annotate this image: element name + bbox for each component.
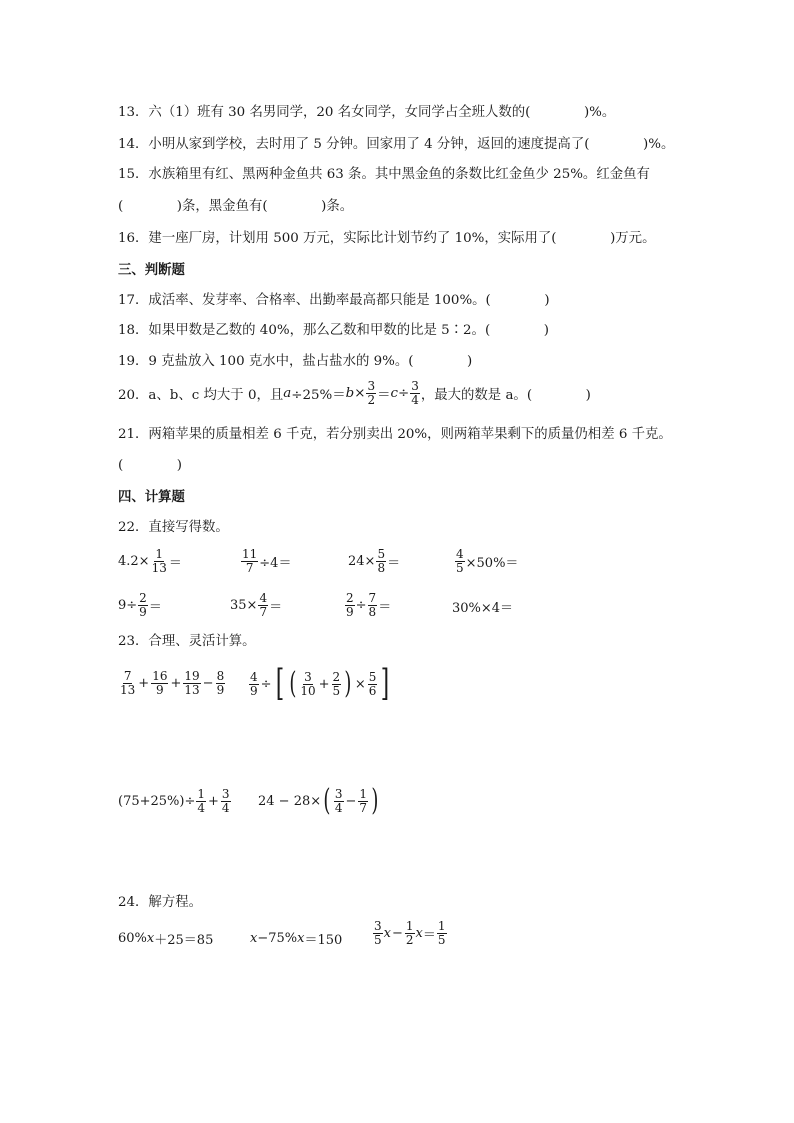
question-19: 19．9 克盐放入 100 克水中，盐占盐水的 9%。( ) (118, 354, 473, 369)
q22-expression-6 (230, 592, 282, 619)
left-paren: ( (288, 666, 296, 701)
denominator: 9 (139, 605, 147, 619)
denominator: 2 (367, 393, 376, 407)
denominator: 5 (374, 933, 382, 947)
expr-suffix: ＋25＝85 (154, 933, 214, 948)
q23-expression-3 (118, 788, 232, 815)
denominator: 4 (334, 800, 343, 815)
fraction (332, 671, 342, 698)
question-22: 22．直接写得数。 (118, 520, 229, 535)
operator: − (391, 926, 403, 941)
numerator: 3 (221, 787, 230, 801)
expr-suffix: ＝ (148, 600, 162, 615)
denominator: 13 (151, 561, 167, 575)
denominator: 13 (184, 683, 200, 697)
section-heading-calculation: 四、计算题 (118, 490, 185, 505)
q22-expression-2 (240, 548, 291, 575)
question-15-line-1: 15．水族箱里有红、黑两种金鱼共 63 条。其中黑金鱼的条数比红金鱼少 25%。红金鱼有 (118, 167, 650, 182)
denominator: 5 (456, 561, 464, 575)
operator: × (354, 676, 366, 692)
fraction (437, 920, 447, 947)
denominator: 9 (346, 605, 354, 619)
equals: ＝ (422, 928, 436, 943)
right-bracket: ] (381, 663, 390, 704)
numerator: 16 (152, 669, 168, 683)
q22-expression-7 (344, 592, 391, 619)
q22-expression-3 (348, 548, 400, 575)
expr-prefix: 4.2× (118, 554, 150, 569)
expr-prefix: 9÷ (118, 598, 138, 613)
operator: + (318, 676, 330, 692)
variable-x: x (146, 931, 155, 946)
variable-x: x (383, 926, 391, 941)
expr-prefix: 35× (230, 598, 258, 613)
question-21-line-1: 21．两箱苹果的质量相差 6 千克，若分别卖出 20%，则两箱苹果剩下的质量仍相差 6 千克。 (118, 427, 672, 442)
fraction (376, 548, 386, 575)
numerator: 1 (197, 787, 206, 801)
fraction (373, 920, 383, 947)
denominator: 4 (411, 393, 419, 407)
numerator: 4 (250, 669, 258, 684)
numerator: 8 (216, 669, 225, 683)
numerator: 3 (367, 379, 376, 393)
operator: + (170, 676, 182, 691)
numerator: 4 (259, 591, 268, 605)
q24-equation-1 (118, 929, 213, 948)
expr-text: 30%×4＝ (452, 601, 514, 616)
q23-expression-2 (248, 663, 392, 704)
expr-suffix: ×50%＝ (465, 556, 519, 571)
q23-expression-1 (118, 670, 226, 697)
numerator: 2 (139, 591, 147, 605)
numerator: 3 (374, 919, 382, 933)
denominator: 8 (377, 561, 386, 575)
q22-expression-5 (118, 592, 162, 619)
numerator: 5 (368, 669, 377, 684)
q20-fraction-1 (366, 380, 376, 407)
expr-prefix: (75+25%)÷ (118, 794, 196, 809)
question-23: 23．合理、灵活计算。 (118, 634, 256, 649)
denominator: 7 (245, 561, 254, 575)
numerator: 19 (184, 669, 200, 683)
numerator: 1 (155, 547, 164, 561)
right-paren: ) (371, 783, 379, 818)
q20-var-c: c (390, 386, 398, 401)
right-paren: ) (344, 666, 352, 701)
fraction (241, 548, 258, 575)
fraction (345, 592, 355, 619)
expr-prefix: 24× (348, 554, 376, 569)
fraction (299, 671, 316, 698)
fraction (216, 670, 226, 697)
denominator: 9 (216, 683, 225, 697)
denominator: 7 (359, 800, 368, 815)
fraction (368, 592, 378, 619)
fraction (249, 671, 259, 698)
operator: − (345, 793, 357, 809)
expr-suffix: ＝ (168, 556, 182, 571)
question-14: 14．小明从家到学校，去时用了 5 分钟。回家用了 4 分钟，返回的速度提高了( )%。 (118, 137, 675, 152)
question-15-line-2: ( )条，黑金鱼有( )条。 (118, 199, 354, 214)
denominator: 6 (368, 683, 377, 698)
question-20 (118, 380, 591, 407)
expr-suffix: ÷4＝ (259, 556, 292, 571)
q24-equation-3 (372, 920, 448, 947)
variable-x: x (297, 931, 305, 946)
q24-equation-2 (250, 929, 342, 948)
numerator: 11 (242, 547, 258, 561)
operator: + (208, 794, 219, 809)
numerator: 2 (346, 591, 354, 605)
question-17: 17．成活率、发芽率、合格率、出勤率最高都只能是 100%。( ) (118, 293, 550, 308)
denominator: 9 (156, 683, 164, 697)
denominator: 5 (332, 683, 341, 698)
fraction (151, 670, 168, 697)
question-16: 16．建一座厂房，计划用 500 万元，实际比计划节约了 10%，实际用了( )万元。 (118, 231, 656, 246)
fraction (258, 592, 268, 619)
q20-prefix: 20．a、b、c 均大于 0，且 (118, 388, 284, 403)
denominator: 5 (437, 933, 446, 947)
numerator: 1 (359, 786, 368, 801)
expr-prefix: 60% (118, 931, 147, 946)
variable-x: x (250, 931, 258, 946)
expr-middle: −75% (257, 931, 298, 946)
question-24: 24．解方程。 (118, 895, 202, 910)
denominator: 10 (300, 683, 316, 698)
q23-expression-4 (258, 783, 381, 818)
q20-op-times: × (354, 386, 366, 401)
left-bracket: [ (275, 663, 284, 704)
operator: ÷ (355, 598, 367, 613)
numerator: 7 (368, 591, 377, 605)
expr-suffix: ＝ (269, 600, 283, 615)
q20-equals: ＝ (377, 388, 391, 403)
q22-expression-4 (454, 548, 518, 575)
fraction (358, 788, 368, 815)
question-21-line-2: ( ) (118, 458, 183, 473)
denominator: 13 (120, 683, 136, 697)
fraction (138, 592, 148, 619)
numerator: 3 (304, 669, 312, 684)
numerator: 4 (456, 547, 464, 561)
fraction (221, 788, 231, 815)
q20-var-a: a (283, 386, 292, 401)
fraction (455, 548, 465, 575)
expr-suffix: ＝150 (304, 933, 343, 948)
expr-suffix: ＝ (387, 556, 401, 571)
fraction (151, 548, 168, 575)
numerator: 3 (334, 786, 343, 801)
fraction (405, 920, 415, 947)
numerator: 1 (405, 919, 414, 933)
numerator: 7 (123, 669, 132, 683)
q20-op: ÷25%＝ (291, 388, 346, 403)
denominator: 4 (197, 801, 206, 815)
denominator: 4 (221, 801, 230, 815)
q22-expression-1 (118, 548, 182, 575)
fraction (119, 670, 136, 697)
denominator: 2 (405, 933, 414, 947)
q20-var-b: b (345, 386, 355, 401)
fraction (334, 788, 344, 815)
operator: + (138, 676, 150, 691)
left-paren: ( (323, 783, 331, 818)
operator: − (202, 676, 214, 691)
fraction (196, 788, 206, 815)
denominator: 9 (250, 683, 258, 698)
denominator: 7 (259, 605, 268, 619)
q20-fraction-2 (410, 380, 420, 407)
fraction (183, 670, 200, 697)
numerator: 1 (437, 919, 446, 933)
numerator: 3 (411, 379, 419, 393)
q20-op-div: ÷ (397, 386, 410, 401)
operator: ÷ (260, 676, 272, 692)
fraction (368, 671, 378, 698)
denominator: 8 (368, 605, 377, 619)
numerator: 5 (377, 547, 386, 561)
expr-prefix: 24 − 28× (258, 793, 322, 809)
question-18: 18．如果甲数是乙数的 40%，那么乙数和甲数的比是 5∶2。( ) (118, 323, 549, 338)
expr-suffix: ＝ (378, 600, 392, 615)
variable-x: x (415, 926, 423, 941)
q22-expression-8 (452, 597, 513, 616)
numerator: 2 (332, 669, 341, 684)
q20-suffix: ，最大的数是 a。( ) (420, 388, 591, 403)
section-heading-judgment: 三、判断题 (118, 263, 185, 278)
question-13: 13．六（1）班有 30 名男同学，20 名女同学，女同学占全班人数的( )%。 (118, 105, 616, 120)
